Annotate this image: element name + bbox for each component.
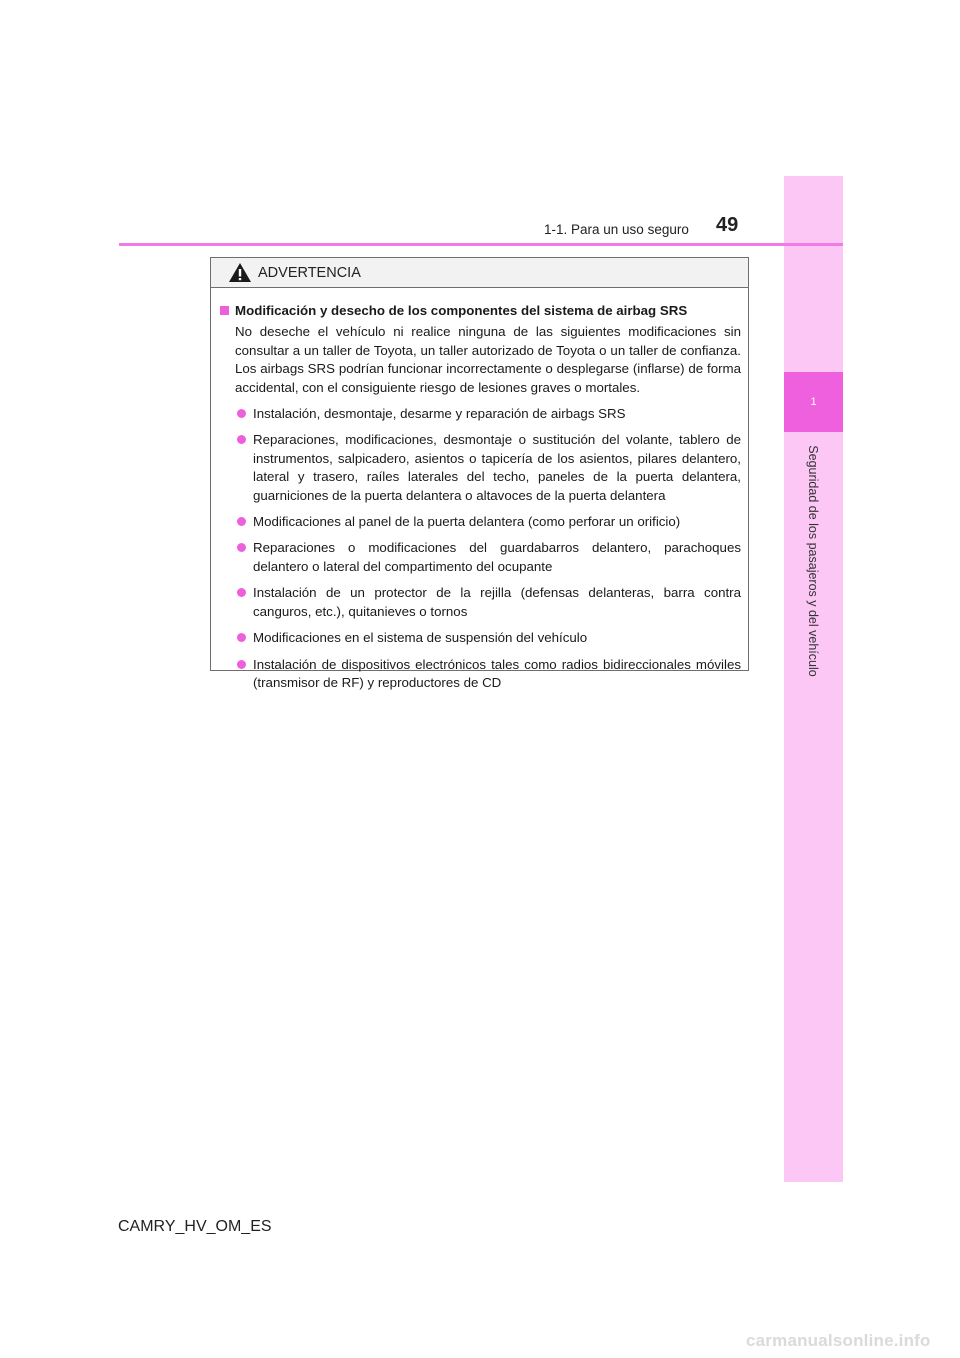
list-item [218,656,741,693]
watermark[interactable]: carmanualsonline.info [746,1331,931,1350]
list-item-text: Instalación de dispositivos electrónicos tales como radios bidireccionales móviles (transmisor de RF) y reproductores de CD [253,656,741,690]
document-code: CAMRY_HV_OM_ES [118,1218,272,1235]
bullet-dot-icon [237,409,246,418]
list-item [218,513,741,531]
list-item-text: Instalación, desmontaje, desarme y reparación de airbags SRS [253,406,626,422]
warning-intro: No deseche el vehículo ni realice ninguna de las siguientes modificaciones sin consultar a un taller de Toyota, un taller autorizado de Toyota o un taller de confianza. Los airbags SRS podrían funcionar incorrectamente o desplegarse (inflarse) de forma accidental, con el consiguiente riesgo de lesiones graves o mortales. [235,324,741,395]
list-item-text: Reparaciones o modificaciones del guardabarros delantero, parachoques delantero o lateral del compartimento del ocupante [253,540,741,574]
page-number: 49 [716,214,739,236]
bullet-dot-icon [237,517,246,526]
list-item [218,431,741,505]
list-item [218,629,741,647]
bullet-dot-icon [237,543,246,552]
chapter-side-tab [784,176,843,1182]
warning-triangle-icon [228,262,252,283]
list-item-text: Instalación de un protector de la rejilla (defensas delanteras, barra contra canguros, etc.), quitanieves o tornos [253,585,741,619]
header-divider [119,243,843,246]
warning-title: ADVERTENCIA [258,264,361,281]
warning-heading [218,302,741,320]
warning-body [211,288,748,692]
bullet-dot-icon [237,435,246,444]
section-title: 1-1. Para un uso seguro [544,222,689,237]
list-item-text: Modificaciones al panel de la puerta delantera (como perforar un orificio) [253,514,681,530]
warning-heading-text: Modificación y desecho de los componentes del sistema de airbag SRS [235,303,688,318]
list-item [218,539,741,576]
warning-box [210,257,749,690]
bullet-dot-icon [237,633,246,642]
chapter-number: 1 [784,372,843,432]
bullet-dot-icon [237,660,246,669]
list-item-text: Modificaciones en el sistema de suspensión del vehículo [253,630,588,646]
warning-header [211,258,748,288]
square-bullet-icon [220,306,229,315]
list-item-text: Reparaciones, modificaciones, desmontaje o sustitución del volante, tablero de instrumentos, salpicadero, asientos o tapicería de los asientos, pilares delantero, lateral y trasero, raíles laterales del techo, paneles de la puerta delantera, guarniciones de la puerta delantera o altavoces de la puerta delantera [253,432,741,503]
chapter-title: Seguridad de los pasajeros y del vehículo [806,445,820,677]
list-item [218,405,741,423]
bullet-dot-icon [237,588,246,597]
list-item [218,584,741,621]
